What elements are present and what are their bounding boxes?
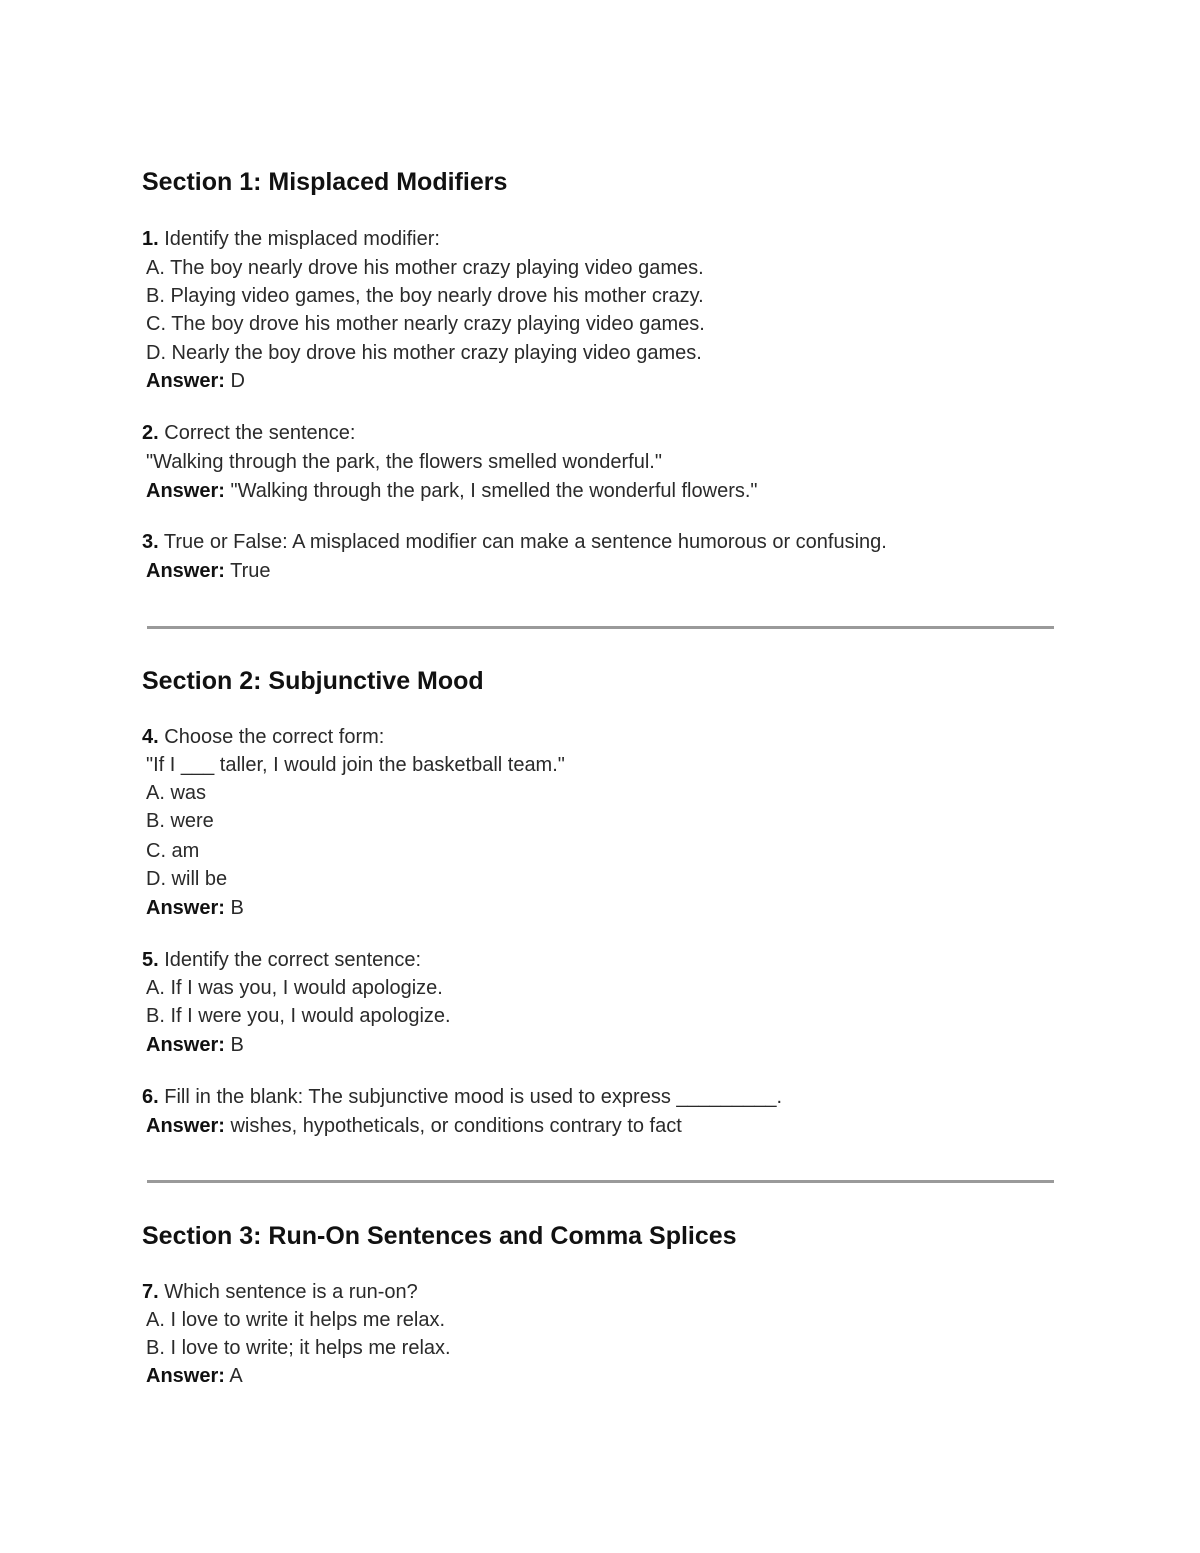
question-text: Correct the sentence:: [164, 422, 356, 444]
option-a: A. The boy nearly drove his mother crazy playing video games.: [146, 257, 704, 279]
quoted-sentence: "If I ___ taller, I would join the basketball team.": [146, 754, 565, 776]
question-number: 2.: [142, 422, 159, 444]
answer-label: Answer:: [146, 370, 225, 392]
option-b: B. I love to write; it helps me relax.: [146, 1337, 451, 1359]
question-text: Which sentence is a run-on?: [164, 1281, 418, 1303]
option-a: A. If I was you, I would apologize.: [146, 977, 443, 999]
option-d: D. will be: [146, 868, 228, 890]
question-2-prompt: [142, 421, 355, 445]
quoted-sentence: "Walking through the park, the flowers smelled wonderful.": [146, 451, 662, 473]
answer-label: Answer:: [146, 897, 225, 919]
option-c: C. The boy drove his mother nearly crazy playing video games.: [146, 313, 705, 335]
question-number: 4.: [142, 726, 159, 748]
option-b: B. If I were you, I would apologize.: [146, 1005, 451, 1027]
answer-1: [146, 369, 245, 393]
answer-6: [146, 1114, 682, 1138]
question-number: 6.: [142, 1086, 159, 1108]
answer-value: True: [230, 560, 271, 582]
answer-5: [146, 1033, 244, 1057]
answer-value: A: [229, 1365, 243, 1387]
option-c: C. am: [146, 840, 200, 862]
option-a: A. I love to write it helps me relax.: [146, 1309, 446, 1331]
answer-value: B: [230, 1034, 244, 1056]
question-5-prompt: [142, 948, 421, 972]
answer-value: D: [230, 370, 245, 392]
question-7-prompt: [142, 1280, 418, 1304]
answer-7: [146, 1364, 243, 1388]
question-6-prompt: [142, 1085, 782, 1109]
answer-label: Answer:: [146, 1034, 225, 1056]
answer-label: Answer:: [146, 560, 225, 582]
option-a: A. was: [146, 782, 207, 804]
answer-2: [146, 479, 758, 503]
question-3-prompt: [142, 530, 887, 554]
question-number: 7.: [142, 1281, 159, 1303]
question-4-prompt: [142, 725, 384, 749]
section-2-title: Section 2: Subjunctive Mood: [142, 667, 484, 695]
answer-label: Answer:: [146, 480, 225, 502]
section-divider: [147, 626, 1054, 629]
section-divider: [147, 1180, 1054, 1183]
question-number: 3.: [142, 531, 159, 553]
option-d: D. Nearly the boy drove his mother crazy playing video games.: [146, 342, 702, 364]
answer-4: [146, 896, 244, 920]
question-number: 1.: [142, 228, 159, 250]
question-text: Identify the misplaced modifier:: [164, 228, 440, 250]
answer-label: Answer:: [146, 1365, 225, 1387]
section-3-title: Section 3: Run-On Sentences and Comma Splices: [142, 1222, 737, 1250]
section-1-title: Section 1: Misplaced Modifiers: [142, 168, 508, 196]
answer-value: B: [230, 897, 244, 919]
question-text: Fill in the blank: The subjunctive mood is used to express _________.: [164, 1086, 783, 1108]
answer-label: Answer:: [146, 1115, 225, 1137]
question-number: 5.: [142, 949, 159, 971]
answer-3: [146, 559, 271, 583]
question-text: Identify the correct sentence:: [164, 949, 422, 971]
question-text: True or False: A misplaced modifier can make a sentence humorous or confusing.: [163, 531, 887, 553]
option-b: B. Playing video games, the boy nearly drove his mother crazy.: [146, 285, 704, 307]
question-1-prompt: [142, 227, 440, 251]
option-b: B. were: [146, 810, 214, 832]
question-text: Choose the correct form:: [164, 726, 385, 748]
answer-value: "Walking through the park, I smelled the wonderful flowers.": [230, 480, 758, 502]
answer-value: wishes, hypotheticals, or conditions contrary to fact: [230, 1115, 682, 1137]
